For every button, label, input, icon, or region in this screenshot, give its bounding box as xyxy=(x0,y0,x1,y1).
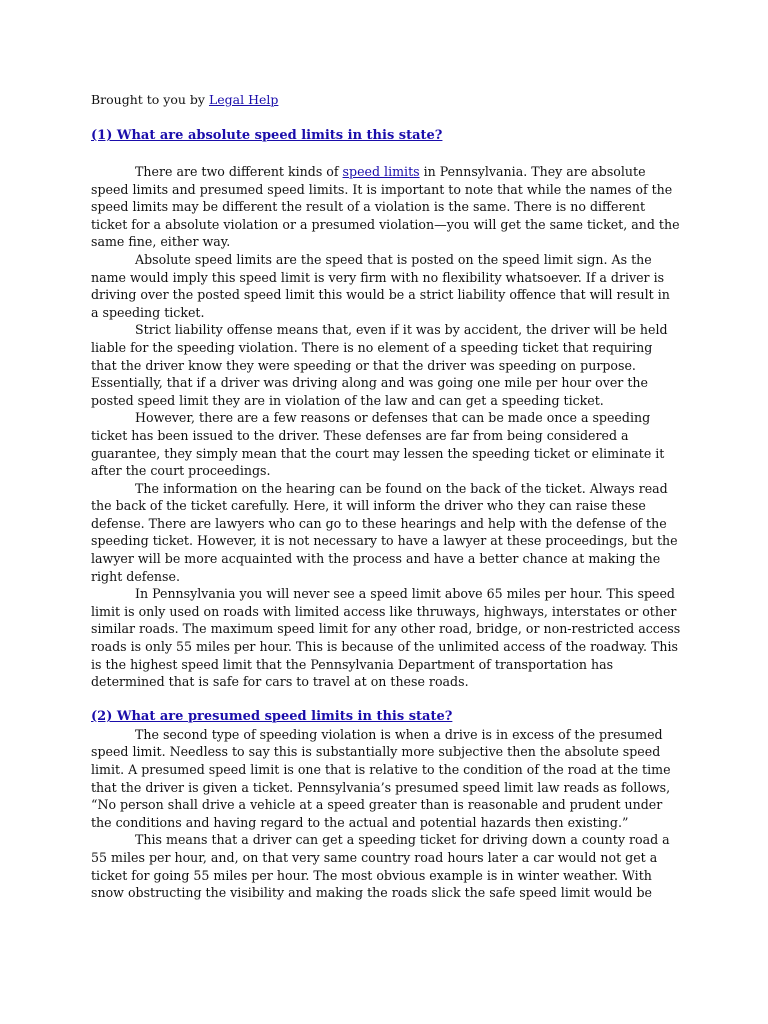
byline xyxy=(91,91,681,109)
section-2-heading[interactable]: (2) What are presumed speed limits in this state? xyxy=(91,708,453,724)
byline-prefix: Brought to you by xyxy=(91,92,209,107)
section-1-paragraph-1: There are two different kinds of speed limits in Pennsylvania. They are absolute speed limits and presumed speed limits. It is important to note that while the names of the speed limits may be different the result of a violation is the same. There is no different ticket for a absolute violation or a presumed violation—you will get the same ticket, and the same fine, either way. xyxy=(91,164,680,250)
section-1-heading[interactable]: (1) What are absolute speed limits in this state? xyxy=(91,128,443,143)
legal-help-link[interactable]: Legal Help xyxy=(208,92,279,107)
section-1-paragraph-6: In Pennsylvania you will never see a speed limit above 65 miles per hour. This speed limit is only used on roads with limited access like thruways, highways, interstates or other similar roads. The maximum speed limit for any other road, bridge, or non-restricted access roads is only 55 miles per hour. This is because of the unlimited access of the roadway. This is the highest speed limit that the Pennsylvania Department of transportation has determined that is safe for cars to travel at on these roads. xyxy=(91,586,681,690)
section-1-paragraph-5: The information on the hearing can be found on the back of the ticket. Always read the back of the ticket carefully. Here, it will inform the driver who they can raise these defense. There are lawyers who can go to these hearings and help with the defense of the speeding ticket. However, it is not necessary to have a lawyer at these proceedings, but the lawyer will be more acquainted with the process and have a better chance at making the right defense. xyxy=(91,480,678,584)
section-1-paragraph-4: However, there are a few reasons or defenses that can be made once a speeding ticket has been issued to the driver. These defenses are far from being considered a guarantee, they simply mean that the court may lessen the speeding ticket or eliminate it after the court proceedings. xyxy=(91,410,665,479)
section-1-paragraph-2: Absolute speed limits are the speed that is posted on the speed limit sign. As the name would imply this speed limit is very firm with no flexibility whatsoever. If a driver is driving over the posted speed limit this would be a strict liability offence that will result in a speeding ticket. xyxy=(91,251,670,320)
section-2-paragraph-2: This means that a driver can get a speeding ticket for driving down a county road a 55 miles per hour, and, on that very same country road hours later a car would not get a ticket for going 55 miles per hour. The most obvious example is in winter weather. With snow obstructing the visibility and making the roads slick the safe speed limit would be xyxy=(91,832,670,901)
section-2-paragraph-1: The second type of speeding violation is when a drive is in excess of the presumed speed limit. Needless to say this is substantially more subjective then the absolute speed limit. A presumed speed limit is one that is relative to the condition of the road at the time that the driver is given a ticket. Pennsylvania’s presumed speed limit law reads as follows, “No person shall drive a vehicle at a speed greater than is reasonable and prudent under the conditions and having regard to the actual and potential hazards then existing.” xyxy=(91,726,671,830)
section-1-paragraph-3: Strict liability offense means that, even if it was by accident, the driver will be held liable for the speeding violation. There is no element of a speeding ticket that requiring that the driver know they were speeding or that the driver was speeding on purpose. Essentially, that if a driver was driving along and was going one mile per hour over the posted speed limit they are in violation of the law and can get a speeding ticket. xyxy=(91,322,668,408)
document-page xyxy=(91,91,681,902)
speed-limits-link[interactable]: speed limits xyxy=(342,164,420,179)
